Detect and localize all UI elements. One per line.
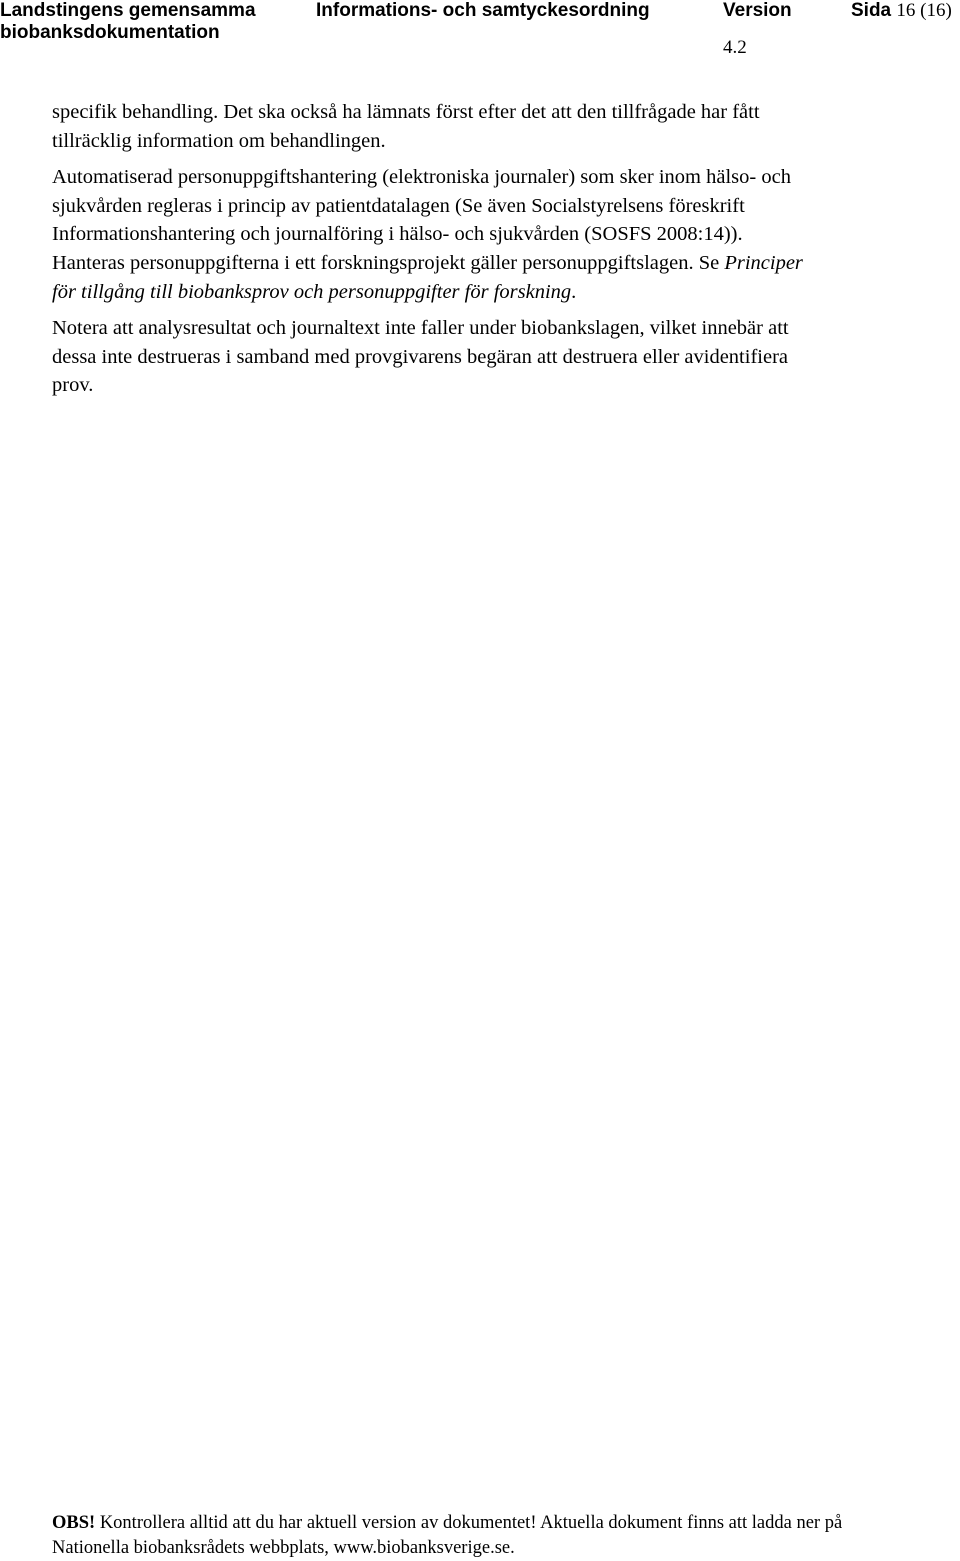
header-document-title: Informations- och samtyckesordning [316, 0, 650, 21]
text-line: specifik behandling. Det ska också ha lämnats först efter det att den tillfrågade har fått [52, 101, 760, 123]
header-page-indicator [851, 0, 952, 22]
footer-line1 [52, 1511, 842, 1536]
text-line: sjukvården regleras i princip av patientdatalagen (Se även Socialstyrelsens föreskrift [52, 194, 745, 217]
header-page-label: Sida [851, 0, 892, 21]
document-body [52, 98, 952, 408]
footer-line2: Nationella biobanksrådets webbplats, www.biobanksverige.se. [52, 1538, 515, 1558]
paragraph-data-handling [52, 163, 952, 306]
page-header [0, 0, 960, 60]
header-version-label: Version [723, 0, 792, 21]
text-line: Informationshantering och journalföring i hälso- och sjukvården (SOSFS 2008:14)). [52, 223, 743, 246]
header-organization-line2: biobanksdokumentation [0, 22, 220, 43]
text-segment: . [571, 280, 577, 303]
document-reference-italic: för tillgång till biobanksprov och personuppgifter för forskning [52, 280, 572, 303]
header-version-value: 4.2 [723, 37, 747, 58]
text-line: prov. [52, 374, 94, 397]
text-segment: Hanteras personuppgifterna i ett forskningsprojekt gäller personuppgiftslagen. Se [52, 251, 725, 274]
document-reference-italic: Principer [724, 251, 803, 274]
text-line: Automatiserad personuppgiftshantering (elektroniska journaler) som sker inom hälso- och [52, 166, 791, 189]
footer-obs-label: OBS! [52, 1513, 96, 1533]
paragraph-consent-info [52, 98, 952, 155]
header-organization-line1: Landstingens gemensamma [0, 0, 256, 21]
text-line [52, 249, 952, 278]
footer-notice-text: Kontrollera alltid att du har aktuell version av dokumentet! Aktuella dokument finns att ladda ner på [95, 1513, 843, 1533]
text-line: Notera att analysresultat och journaltext inte faller under biobankslagen, vilket innebär att [52, 317, 789, 340]
paragraph-analysis-results [52, 314, 952, 400]
text-line [52, 278, 952, 307]
text-line: dessa inte destrueras i samband med provgivarens begäran att destruera eller avidentifiera [52, 345, 788, 368]
page-footer [52, 1511, 842, 1561]
text-line: tillräcklig information om behandlingen. [52, 129, 386, 152]
header-page-number: 16 (16) [896, 0, 952, 21]
